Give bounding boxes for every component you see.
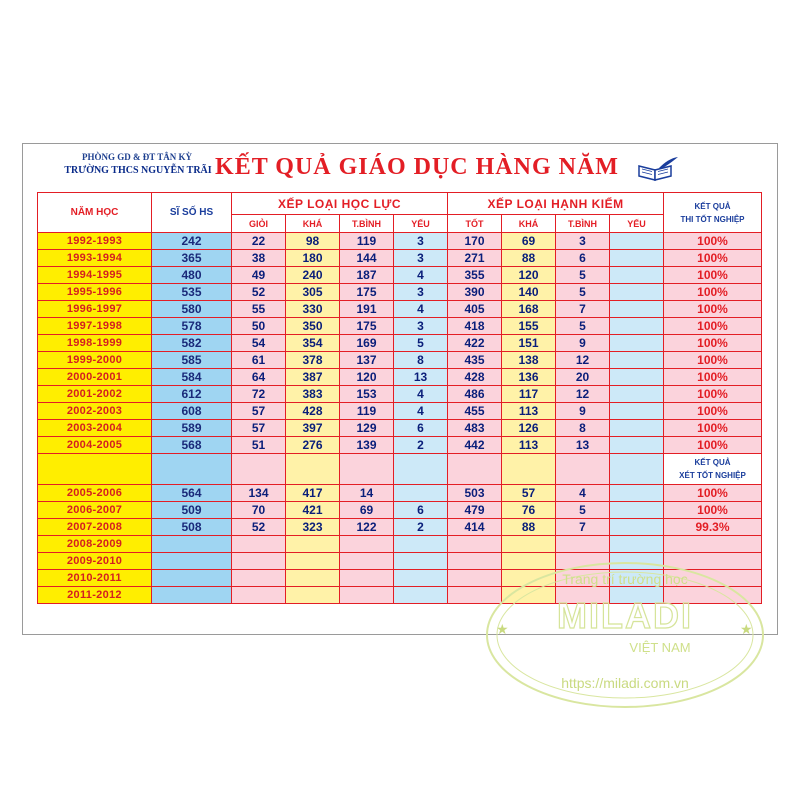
cell-hk-tot: 486 <box>448 386 502 403</box>
header-hoc-luc: XẾP LOẠI HỌC LỰC <box>232 193 448 215</box>
cell-hk-tbinh: 12 <box>556 352 610 369</box>
cell-hk-kha: 168 <box>502 301 556 318</box>
cell-hl-kha: 330 <box>286 301 340 318</box>
cell-hl-gioi: 134 <box>232 485 286 502</box>
school-name: TRƯỜNG THCS NGUYỄN TRÃI <box>64 165 212 176</box>
cell-si-so: 508 <box>152 519 232 536</box>
subheader-hk-tbinh: T.BÌNH <box>556 215 610 233</box>
cell-hl-kha <box>286 553 340 570</box>
cell-hl-tbinh: 120 <box>340 369 394 386</box>
cell-hk-yeu <box>610 553 664 570</box>
cell-hk-kha: 136 <box>502 369 556 386</box>
cell-hk-tbinh: 6 <box>556 250 610 267</box>
cell-hk-kha: 113 <box>502 437 556 454</box>
table-row <box>38 369 762 386</box>
cell-nam-hoc: 2001-2002 <box>38 386 152 403</box>
cell-nam-hoc: 1995-1996 <box>38 284 152 301</box>
cell-hk-tbinh: 5 <box>556 284 610 301</box>
subheader-hl-tbinh: T.BÌNH <box>340 215 394 233</box>
cell-hk-kha: 120 <box>502 267 556 284</box>
cell-si-so: 608 <box>152 403 232 420</box>
cell-hl-gioi: 61 <box>232 352 286 369</box>
cell-hl-gioi: 72 <box>232 386 286 403</box>
cell-hk-tbinh: 20 <box>556 369 610 386</box>
subheader-hl-yeu: YẾU <box>394 215 448 233</box>
subheader-hk-tot: TỐT <box>448 215 502 233</box>
cell-hl-gioi: 52 <box>232 284 286 301</box>
table-row <box>38 233 762 250</box>
cell-hl-gioi: 38 <box>232 250 286 267</box>
cell-hk-yeu <box>610 587 664 604</box>
cell-ket-qua: 100% <box>664 233 762 250</box>
cell-hk-tot: 390 <box>448 284 502 301</box>
cell-hl-tbinh: 122 <box>340 519 394 536</box>
cell-hk-kha: 138 <box>502 352 556 369</box>
cell-hl-gioi: 51 <box>232 437 286 454</box>
cell-hl-tbinh: 175 <box>340 318 394 335</box>
cell-hk-tot <box>448 553 502 570</box>
cell-hl-gioi: 52 <box>232 519 286 536</box>
cell-hl-yeu: 4 <box>394 301 448 318</box>
cell-hl-kha: 180 <box>286 250 340 267</box>
cell-hk-tbinh: 13 <box>556 437 610 454</box>
cell-hk-tbinh <box>556 553 610 570</box>
cell-si-so: 585 <box>152 352 232 369</box>
cell-hk-tbinh <box>556 570 610 587</box>
cell-hl-yeu: 4 <box>394 386 448 403</box>
cell-hl-tbinh: 69 <box>340 502 394 519</box>
cell-hk-tot: 271 <box>448 250 502 267</box>
cell-hk-yeu <box>610 403 664 420</box>
results-board <box>22 143 778 635</box>
cell-hk-tot <box>448 570 502 587</box>
cell-nam-hoc: 1997-1998 <box>38 318 152 335</box>
cell-si-so: 582 <box>152 335 232 352</box>
header-xet-tot-nghiep-label: XÉT TỐT NGHIỆP <box>679 471 746 480</box>
cell-si-so: 480 <box>152 267 232 284</box>
cell-hl-tbinh <box>340 570 394 587</box>
cell-nam-hoc: 1993-1994 <box>38 250 152 267</box>
cell-hk-tot: 405 <box>448 301 502 318</box>
cell-hl-tbinh: 187 <box>340 267 394 284</box>
separator-cell <box>340 454 394 485</box>
cell-hk-yeu <box>610 536 664 553</box>
cell-hl-kha: 417 <box>286 485 340 502</box>
header-nam-hoc: NĂM HỌC <box>38 193 152 233</box>
cell-hk-tbinh: 9 <box>556 335 610 352</box>
cell-ket-qua: 100% <box>664 369 762 386</box>
table-row <box>38 437 762 454</box>
cell-hk-kha: 57 <box>502 485 556 502</box>
cell-si-so: 535 <box>152 284 232 301</box>
header-hanh-kiem: XẾP LOẠI HẠNH KIỂM <box>448 193 664 215</box>
cell-hl-yeu: 4 <box>394 267 448 284</box>
cell-hk-kha <box>502 536 556 553</box>
cell-si-so: 589 <box>152 420 232 437</box>
cell-hk-yeu <box>610 519 664 536</box>
cell-ket-qua: 100% <box>664 403 762 420</box>
cell-hk-kha: 113 <box>502 403 556 420</box>
cell-nam-hoc: 2003-2004 <box>38 420 152 437</box>
cell-hl-yeu <box>394 570 448 587</box>
cell-hk-yeu <box>610 233 664 250</box>
cell-hl-gioi: 64 <box>232 369 286 386</box>
table-row <box>38 250 762 267</box>
table-row <box>38 386 762 403</box>
cell-hl-yeu <box>394 553 448 570</box>
cell-nam-hoc: 2006-2007 <box>38 502 152 519</box>
cell-nam-hoc: 2005-2006 <box>38 485 152 502</box>
cell-nam-hoc: 2010-2011 <box>38 570 152 587</box>
star-icon: ★ <box>496 621 509 637</box>
cell-hl-tbinh: 139 <box>340 437 394 454</box>
cell-hl-tbinh: 129 <box>340 420 394 437</box>
cell-hl-kha <box>286 570 340 587</box>
cell-hl-tbinh: 144 <box>340 250 394 267</box>
cell-hl-yeu <box>394 536 448 553</box>
cell-si-so: 578 <box>152 318 232 335</box>
cell-hk-tbinh: 9 <box>556 403 610 420</box>
cell-hk-kha <box>502 570 556 587</box>
cell-hk-kha: 126 <box>502 420 556 437</box>
table-row <box>38 502 762 519</box>
cell-ket-qua: 100% <box>664 318 762 335</box>
cell-hl-kha: 428 <box>286 403 340 420</box>
department-name: PHÒNG GD & ĐT TÂN KỲ <box>82 152 192 162</box>
cell-hl-yeu: 13 <box>394 369 448 386</box>
cell-hl-yeu: 3 <box>394 318 448 335</box>
star-icon: ★ <box>740 621 753 637</box>
cell-ket-qua: 100% <box>664 352 762 369</box>
cell-hk-kha: 69 <box>502 233 556 250</box>
cell-hl-kha: 383 <box>286 386 340 403</box>
cell-hl-yeu: 6 <box>394 420 448 437</box>
cell-ket-qua: 100% <box>664 335 762 352</box>
cell-hk-yeu <box>610 335 664 352</box>
separator-cell <box>394 454 448 485</box>
cell-hl-yeu <box>394 485 448 502</box>
cell-hk-yeu <box>610 502 664 519</box>
board-title: KẾT QUẢ GIÁO DỤC HÀNG NĂM <box>215 154 619 180</box>
cell-hk-kha: 151 <box>502 335 556 352</box>
cell-si-so <box>152 553 232 570</box>
cell-hl-kha: 387 <box>286 369 340 386</box>
table-row <box>38 536 762 553</box>
cell-si-so: 580 <box>152 301 232 318</box>
cell-nam-hoc: 2008-2009 <box>38 536 152 553</box>
cell-hl-kha: 98 <box>286 233 340 250</box>
separator-cell <box>38 454 152 485</box>
cell-nam-hoc: 1998-1999 <box>38 335 152 352</box>
cell-hk-yeu <box>610 570 664 587</box>
cell-hl-kha: 378 <box>286 352 340 369</box>
cell-nam-hoc: 1996-1997 <box>38 301 152 318</box>
cell-hl-gioi <box>232 570 286 587</box>
table-row <box>38 485 762 502</box>
table-row <box>38 267 762 284</box>
cell-hl-yeu <box>394 587 448 604</box>
table-row <box>38 420 762 437</box>
cell-hk-yeu <box>610 420 664 437</box>
cell-hk-tbinh: 3 <box>556 233 610 250</box>
subheader-hl-kha: KHÁ <box>286 215 340 233</box>
cell-hl-kha: 305 <box>286 284 340 301</box>
cell-hl-yeu: 3 <box>394 284 448 301</box>
header-ket-qua-xet <box>664 454 762 485</box>
cell-nam-hoc: 2007-2008 <box>38 519 152 536</box>
watermark-url: https://miladi.com.vn <box>561 675 689 691</box>
cell-hl-gioi: 50 <box>232 318 286 335</box>
cell-hk-tot <box>448 536 502 553</box>
table-row <box>38 519 762 536</box>
cell-hl-tbinh: 191 <box>340 301 394 318</box>
cell-si-so: 564 <box>152 485 232 502</box>
separator-cell <box>286 454 340 485</box>
table-row <box>38 570 762 587</box>
cell-hl-yeu: 2 <box>394 519 448 536</box>
cell-si-so: 584 <box>152 369 232 386</box>
cell-hl-kha: 397 <box>286 420 340 437</box>
cell-hk-kha: 88 <box>502 519 556 536</box>
cell-hl-kha <box>286 536 340 553</box>
cell-hl-gioi: 57 <box>232 420 286 437</box>
table-row <box>38 403 762 420</box>
cell-hk-tot: 435 <box>448 352 502 369</box>
cell-hl-tbinh <box>340 536 394 553</box>
cell-si-so: 568 <box>152 437 232 454</box>
cell-hl-kha: 350 <box>286 318 340 335</box>
cell-hl-yeu: 4 <box>394 403 448 420</box>
separator-cell <box>448 454 502 485</box>
table-row <box>38 318 762 335</box>
cell-hk-tot: 442 <box>448 437 502 454</box>
separator-cell <box>556 454 610 485</box>
cell-hk-yeu <box>610 437 664 454</box>
cell-ket-qua: 100% <box>664 420 762 437</box>
cell-hl-gioi: 57 <box>232 403 286 420</box>
cell-ket-qua <box>664 553 762 570</box>
cell-hk-kha: 88 <box>502 250 556 267</box>
table-row <box>38 587 762 604</box>
cell-hl-tbinh <box>340 587 394 604</box>
cell-hk-yeu <box>610 284 664 301</box>
cell-si-so: 612 <box>152 386 232 403</box>
cell-si-so <box>152 536 232 553</box>
table-row <box>38 352 762 369</box>
table-row <box>38 335 762 352</box>
cell-hk-yeu <box>610 386 664 403</box>
cell-hl-tbinh: 175 <box>340 284 394 301</box>
cell-si-so: 365 <box>152 250 232 267</box>
subheader-hl-gioi: GIỎI <box>232 215 286 233</box>
cell-hl-kha: 421 <box>286 502 340 519</box>
cell-hl-tbinh: 169 <box>340 335 394 352</box>
cell-hl-tbinh: 14 <box>340 485 394 502</box>
table-row <box>38 284 762 301</box>
cell-hk-tot: 414 <box>448 519 502 536</box>
cell-hk-tbinh: 7 <box>556 519 610 536</box>
cell-ket-qua <box>664 536 762 553</box>
cell-ket-qua: 100% <box>664 437 762 454</box>
cell-hl-gioi <box>232 553 286 570</box>
cell-hl-tbinh: 153 <box>340 386 394 403</box>
cell-ket-qua: 99.3% <box>664 519 762 536</box>
table-row <box>38 553 762 570</box>
cell-hk-yeu <box>610 250 664 267</box>
cell-hl-yeu: 5 <box>394 335 448 352</box>
cell-ket-qua: 100% <box>664 386 762 403</box>
cell-hk-kha: 117 <box>502 386 556 403</box>
watermark-top-text: Trang trí trường học <box>562 571 688 587</box>
cell-si-so: 242 <box>152 233 232 250</box>
cell-hl-gioi: 22 <box>232 233 286 250</box>
separator-cell <box>152 454 232 485</box>
cell-nam-hoc: 2004-2005 <box>38 437 152 454</box>
cell-ket-qua: 100% <box>664 250 762 267</box>
cell-nam-hoc: 1992-1993 <box>38 233 152 250</box>
cell-nam-hoc: 1994-1995 <box>38 267 152 284</box>
cell-hl-kha: 276 <box>286 437 340 454</box>
cell-hl-yeu: 2 <box>394 437 448 454</box>
cell-hk-tot: 355 <box>448 267 502 284</box>
cell-hk-tot: 428 <box>448 369 502 386</box>
cell-hk-yeu <box>610 318 664 335</box>
cell-ket-qua <box>664 587 762 604</box>
cell-hl-gioi: 70 <box>232 502 286 519</box>
cell-hk-tot: 455 <box>448 403 502 420</box>
header-ket-qua-thi <box>664 193 762 233</box>
cell-ket-qua: 100% <box>664 284 762 301</box>
open-book-quill-icon <box>635 156 679 182</box>
cell-hk-tot: 422 <box>448 335 502 352</box>
cell-hk-tot <box>448 587 502 604</box>
cell-hk-tbinh: 7 <box>556 301 610 318</box>
subheader-hk-yeu: YẾU <box>610 215 664 233</box>
cell-hk-tbinh: 8 <box>556 420 610 437</box>
cell-hk-tbinh: 4 <box>556 485 610 502</box>
header-ket-qua-label-2: KẾT QUẢ <box>694 458 731 467</box>
cell-hl-tbinh: 137 <box>340 352 394 369</box>
cell-ket-qua: 100% <box>664 301 762 318</box>
cell-hl-gioi <box>232 587 286 604</box>
cell-hk-kha: 140 <box>502 284 556 301</box>
cell-hl-kha <box>286 587 340 604</box>
cell-ket-qua: 100% <box>664 502 762 519</box>
cell-si-so <box>152 570 232 587</box>
cell-hl-tbinh <box>340 553 394 570</box>
cell-hk-tbinh: 5 <box>556 318 610 335</box>
cell-hl-gioi <box>232 536 286 553</box>
watermark-sub: VIỆT NAM <box>629 640 691 655</box>
cell-hk-tbinh <box>556 587 610 604</box>
cell-hk-kha: 155 <box>502 318 556 335</box>
cell-hk-yeu <box>610 369 664 386</box>
results-table <box>37 192 762 604</box>
cell-hk-tot: 170 <box>448 233 502 250</box>
cell-hk-tbinh: 5 <box>556 267 610 284</box>
cell-hk-yeu <box>610 485 664 502</box>
cell-hl-kha: 354 <box>286 335 340 352</box>
cell-hl-yeu: 3 <box>394 250 448 267</box>
cell-hk-kha <box>502 587 556 604</box>
cell-hk-tot: 418 <box>448 318 502 335</box>
cell-ket-qua <box>664 570 762 587</box>
separator-cell <box>502 454 556 485</box>
cell-hl-yeu: 6 <box>394 502 448 519</box>
cell-nam-hoc: 2002-2003 <box>38 403 152 420</box>
cell-hk-tot: 503 <box>448 485 502 502</box>
cell-hk-yeu <box>610 352 664 369</box>
cell-hl-kha: 240 <box>286 267 340 284</box>
subheader-hk-kha: KHÁ <box>502 215 556 233</box>
cell-hk-tbinh <box>556 536 610 553</box>
cell-nam-hoc: 2000-2001 <box>38 369 152 386</box>
cell-nam-hoc: 2009-2010 <box>38 553 152 570</box>
cell-hl-yeu: 8 <box>394 352 448 369</box>
cell-hk-kha: 76 <box>502 502 556 519</box>
cell-si-so <box>152 587 232 604</box>
cell-hk-yeu <box>610 301 664 318</box>
watermark-brand: MILADI <box>557 595 693 636</box>
cell-hk-tbinh: 5 <box>556 502 610 519</box>
separator-cell <box>610 454 664 485</box>
cell-hl-yeu: 3 <box>394 233 448 250</box>
header-ket-qua-label: KẾT QUẢ <box>694 201 731 211</box>
separator-row <box>38 454 762 485</box>
cell-hl-gioi: 49 <box>232 267 286 284</box>
cell-hl-gioi: 55 <box>232 301 286 318</box>
cell-ket-qua: 100% <box>664 485 762 502</box>
table-row <box>38 301 762 318</box>
header-thi-tot-nghiep-label: THI TỐT NGHIỆP <box>680 214 745 224</box>
cell-hl-tbinh: 119 <box>340 233 394 250</box>
cell-ket-qua: 100% <box>664 267 762 284</box>
cell-nam-hoc: 2011-2012 <box>38 587 152 604</box>
cell-hl-kha: 323 <box>286 519 340 536</box>
cell-hk-tot: 479 <box>448 502 502 519</box>
cell-hk-yeu <box>610 267 664 284</box>
cell-hk-tot: 483 <box>448 420 502 437</box>
cell-hl-gioi: 54 <box>232 335 286 352</box>
separator-cell <box>232 454 286 485</box>
cell-hk-kha <box>502 553 556 570</box>
cell-hk-tbinh: 12 <box>556 386 610 403</box>
cell-si-so: 509 <box>152 502 232 519</box>
header-si-so: SĨ SỐ HS <box>152 193 232 233</box>
cell-nam-hoc: 1999-2000 <box>38 352 152 369</box>
cell-hl-tbinh: 119 <box>340 403 394 420</box>
